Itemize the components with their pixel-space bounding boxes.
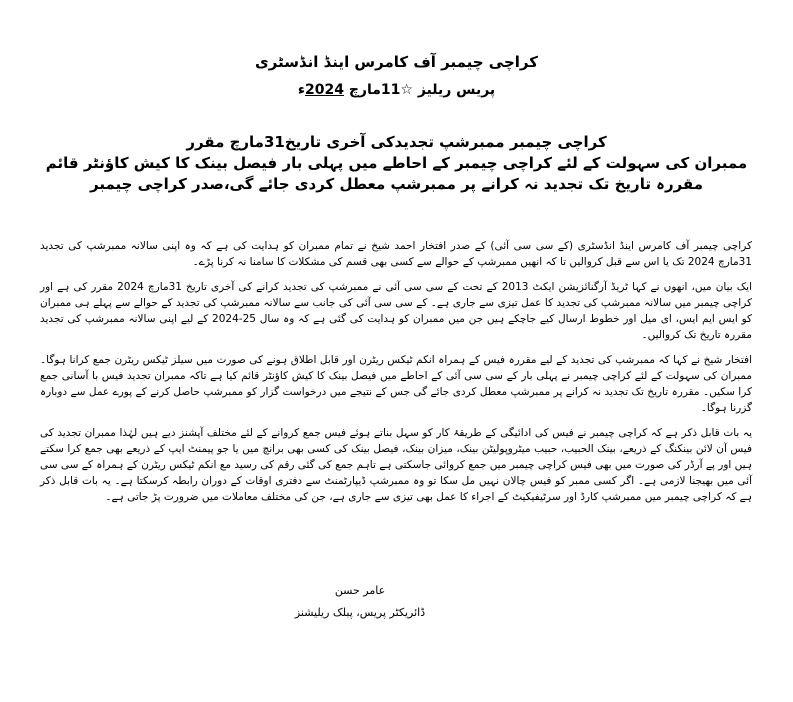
paragraph-2: ایک بیان میں، انھوں نے کہا ٹریڈ آرگنائزیشن ایکٹ 2013 کے تحت کے سی سی آئی نے ممبرشپ کی تجدید کرانے کی آخری تاریخ 31مارچ 2024 مقرر کی ہے اور کراچی چیمبر میں سالانہ ممبرشپ کی تجدید کا عمل تیزی سے جاری ہے۔ کے سی سی آئی کی جانب سے سالانہ ممبرشپ کی تجدید کے حوالے سے پہلے ہی ممبران کو ایس ایم ایس، ای میل اور خطوط ارسال کیے جاچکے ہیں جن میں ممبران کو ہدایت کی گئی ہے کہ وہ سال 25-2024 کے لیے اپنی سالانہ ممبرشپ کی تجدید مقررہ تاریخ تک کروالیں۔ bbox=[40, 281, 752, 341]
paragraph-4: یہ بات قابل ذکر ہے کہ کراچی چیمبر نے فیس کی ادائیگی کے طریقۂ کار کو سہل بناتے ہوئے فیس جمع کروانے کے لئے مختلف آپشنز دیے ہیں لہٰذا ممبران تجدید کی فیس آن لائن بینکنگ کے ذریعے، بینک الحبیب، حبیب میٹروپولیٹن بینک، میزان بینک، فیصل بینک کی کسی بھی برانچ میں یا جو پیمنٹ ایپ کے ذریعے بھی جمع کرا سکتے ہیں اور پے آرڈر کی صورت میں بھی فیس کراچی چیمبر میں جمع کروائی جاسکتی ہے تاہم جمع کی گئی رقم کی رسید مع انکم ٹیکس ریٹرن کے ہمراہ کے سی سی آئی میں بھیجنا لازمی ہے۔ اگر کسی ممبر کو فیس چالان نہیں مل سکا تو وہ ممبرشپ ڈیپارٹمنٹ سے دفتری اوقات کے دوران رابطہ کرسکتا ہے۔ یہ بات قابل ذکر ہے کہ کراچی چیمبر میں ممبرشپ کارڈ اور سرٹیفیکیٹ کے اجراء کا عمل بھی تیزی سے جاری ہے، جن کی مختلف معاملات میں ضرورت پڑ جاتی ہے۔ bbox=[40, 427, 752, 503]
headlines bbox=[0, 132, 793, 195]
star-icon: ☆ bbox=[400, 82, 413, 98]
headline-1: کراچی چیمبر ممبرشپ تجدیدکی آخری تاریخ31مارچ مقرر bbox=[186, 133, 607, 151]
organization-name: کراچی چیمبر آف کامرس اینڈ انڈسٹری bbox=[255, 53, 538, 71]
signatory-name: عامر حسن bbox=[334, 584, 386, 597]
signature-block bbox=[250, 580, 470, 624]
headline-3: مقررہ تاریخ تک تجدید نہ کرانے پر ممبرشپ معطل کردی جائے گی،صدر کراچی چیمبر bbox=[89, 175, 704, 193]
paragraph-3: افتخار شیخ نے کہا کہ ممبرشپ کی تجدید کے لیے مقررہ فیس کے ہمراہ انکم ٹیکس ریٹرن اور قابل اطلاق ہونے کی صورت میں سیلز ٹیکس ریٹرن جمع کرانا ہوگا۔ ممبران کی سہولت کے لئے کراچی چیمبر نے پہلی بار کے سی سی آئی کے احاطے میں فیصل بینک کا کیش کاؤنٹر قائم کیا ہے تاکہ ممبران تجدید فیس با آسانی جمع کرا سکیں۔ مقررہ تاریخ تک تجدید نہ کرانے پر ممبرشپ معطل کردی جائے گی جس کے نتیجے میں درخواست گزار کو ممبرشپ حاصل کرنے کے پورے عمل سے دوبارہ گزرنا ہوگا۔ bbox=[40, 354, 752, 414]
headline-2: ممبران کی سہولت کے لئے کراچی چیمبر کے احاطے میں پہلی بار فیصل بینک کا کیش کاؤنٹر قائم bbox=[45, 154, 748, 172]
signatory-title: ڈائریکٹر پریس، پبلک ریلیشنز bbox=[294, 606, 426, 619]
release-line bbox=[0, 80, 793, 100]
release-date-suffix: ء bbox=[297, 82, 305, 98]
paragraph-1: کراچی چیمبر آف کامرس اینڈ انڈسٹری (کے سی سی آئی) کے صدر افتخار احمد شیخ نے تمام ممبران کو ہدایت کی ہے کہ وہ اپنی سالانہ ممبرشپ کی تجدید 31مارچ 2024 تک یا اس سے قبل کروالیں تا کہ انھیں ممبرشپ کے حوالے سے کسی بھی قسم کی مشکلات کا سامنا نہ کرنا پڑے۔ bbox=[40, 240, 752, 268]
release-year: 2024 bbox=[304, 82, 344, 98]
release-label: پریس ریلیز bbox=[417, 82, 496, 98]
release-date: 11مارچ bbox=[343, 82, 401, 98]
release-body bbox=[40, 238, 752, 514]
